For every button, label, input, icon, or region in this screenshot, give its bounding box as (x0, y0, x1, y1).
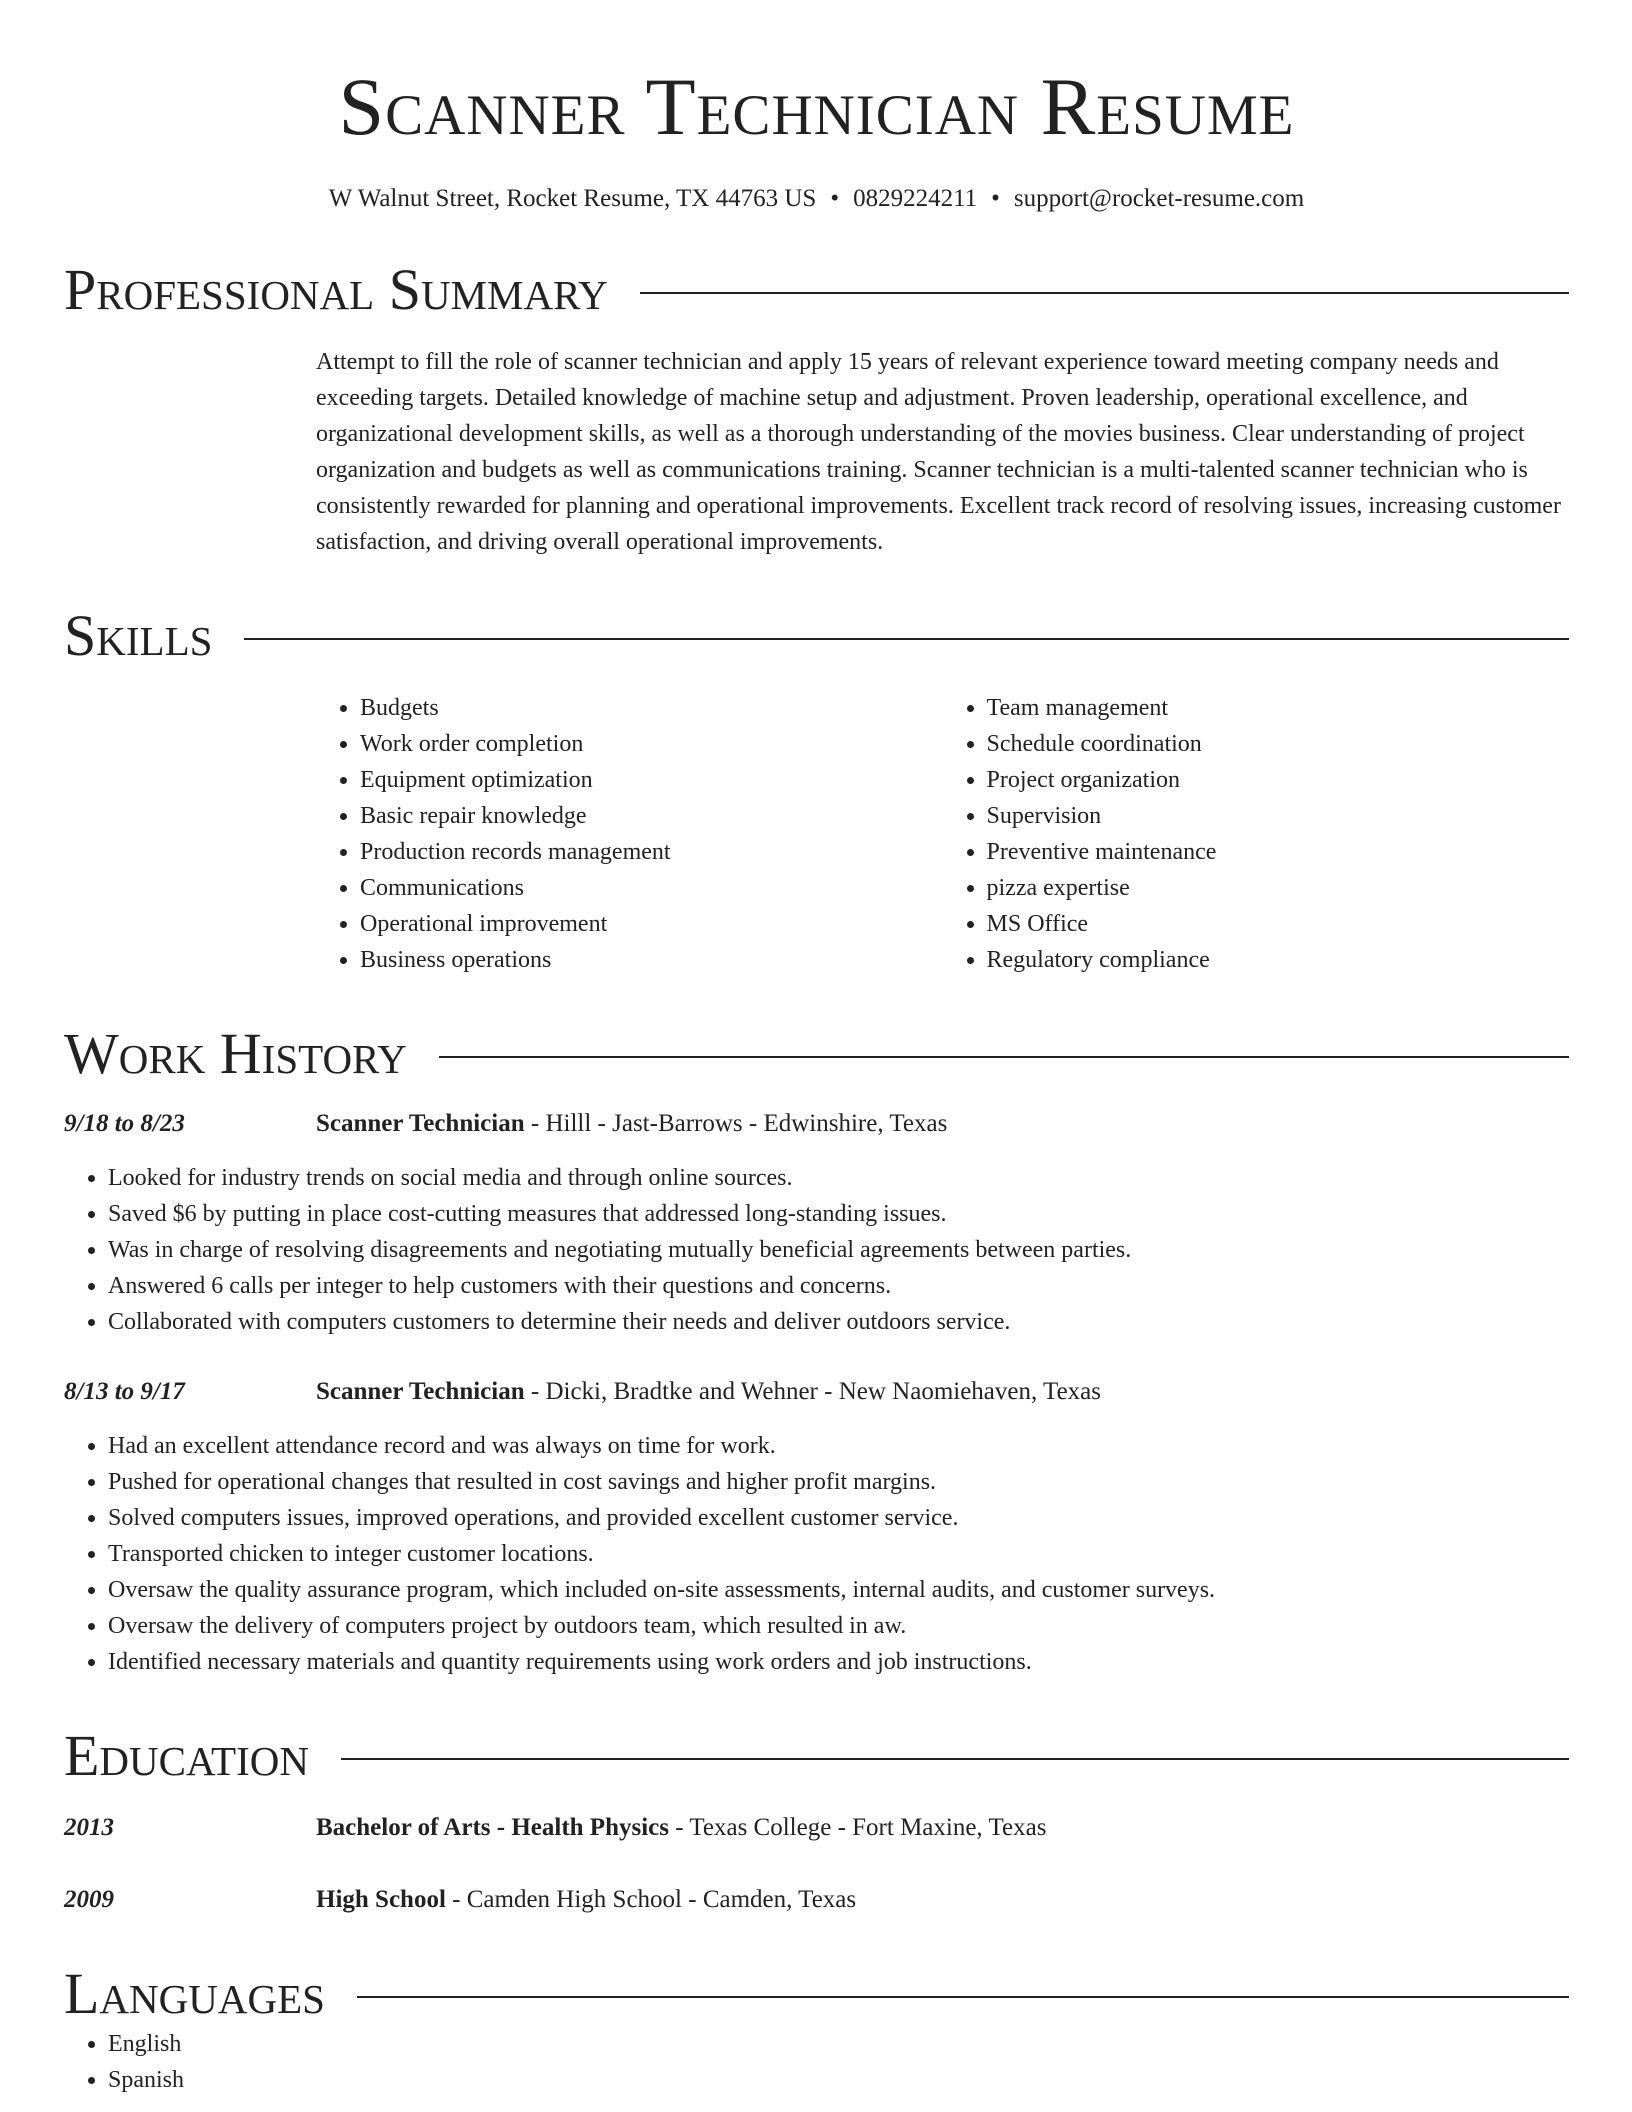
contact-phone: 0829224211 (853, 185, 978, 212)
job-bullet: • Looked for industry trends on social media and through online sources. (108, 1160, 1569, 1196)
language-item: • English (108, 2026, 1569, 2062)
job-details: - Hilll - Jast-Barrows - Edwinshire, Texas (524, 1110, 948, 1137)
section-divider (640, 292, 1569, 294)
job-header (64, 1374, 1569, 1410)
skills-list-right (943, 690, 1570, 978)
skills-heading: Skills (64, 603, 213, 668)
job-dates: 9/18 to 8/23 (64, 1110, 185, 1137)
section-divider (439, 1056, 1569, 1058)
skill-item: • Project organization (987, 762, 1570, 798)
skill-item: • pizza expertise (987, 870, 1570, 906)
education-details: - Camden High School - Camden, Texas (445, 1886, 857, 1913)
skill-item: • Business operations (360, 942, 943, 978)
section-divider (341, 1758, 1569, 1760)
job-bullets (64, 1428, 1569, 1680)
contact-separator: • (830, 185, 840, 212)
skills-columns (316, 690, 1569, 978)
skill-item: • Work order completion (360, 726, 943, 762)
education-heading: Education (64, 1723, 309, 1788)
resume-page (64, 0, 1569, 2098)
job-entry (64, 1374, 1569, 1680)
job-header (64, 1106, 1569, 1142)
contact-line (64, 184, 1569, 214)
skill-item: • Basic repair knowledge (360, 798, 943, 834)
skill-item: • Team management (987, 690, 1570, 726)
education-info (316, 1882, 856, 1918)
job-info (316, 1106, 947, 1142)
skill-item: • Regulatory compliance (987, 942, 1570, 978)
skill-item: • Budgets (360, 690, 943, 726)
languages-list (64, 2026, 1569, 2098)
education-year: 2009 (64, 1886, 114, 1913)
skill-item: • Schedule coordination (987, 726, 1570, 762)
job-title: Scanner Technician (316, 1110, 525, 1137)
education-section-header (64, 1724, 1569, 1788)
languages-heading: Languages (64, 1961, 325, 2026)
job-bullet: • Saved $6 by putting in place cost-cutting measures that addressed long-standing issues. (108, 1196, 1569, 1232)
section-divider (357, 1996, 1569, 1998)
section-divider (244, 638, 1569, 640)
job-details: - Dicki, Bradtke and Wehner - New Naomiehaven, Texas (524, 1378, 1101, 1405)
education-degree: Bachelor of Arts - Health Physics (316, 1814, 669, 1841)
job-bullet: • Had an excellent attendance record and was always on time for work. (108, 1428, 1569, 1464)
job-bullets (64, 1160, 1569, 1340)
job-bullet: • Collaborated with computers customers to determine their needs and deliver outdoors service. (108, 1304, 1569, 1340)
skill-item: • Communications (360, 870, 943, 906)
skill-item: • Equipment optimization (360, 762, 943, 798)
work-heading: Work History (64, 1021, 407, 1086)
job-entry (64, 1106, 1569, 1340)
job-bullet: • Answered 6 calls per integer to help customers with their questions and concerns. (108, 1268, 1569, 1304)
skill-item: • Supervision (987, 798, 1570, 834)
summary-section-header (64, 258, 1569, 322)
job-title: Scanner Technician (316, 1378, 525, 1405)
languages-section-header (64, 1962, 1569, 2026)
education-info (316, 1810, 1046, 1846)
resume-title: Scanner Technician Resume (338, 61, 1295, 152)
education-entry (64, 1810, 1569, 1846)
skills-section-header (64, 604, 1569, 668)
skills-list-left (316, 690, 943, 978)
job-bullet: • Oversaw the quality assurance program, which included on-site assessments, internal audits, and customer surveys. (108, 1572, 1569, 1608)
contact-address: W Walnut Street, Rocket Resume, TX 44763 US (328, 185, 817, 212)
education-entry (64, 1882, 1569, 1918)
skill-item: • Production records management (360, 834, 943, 870)
summary-heading: Professional Summary (64, 257, 608, 322)
skill-item: • Preventive maintenance (987, 834, 1570, 870)
education-degree: High School (316, 1886, 446, 1913)
job-bullet: • Identified necessary materials and quantity requirements using work orders and job instructions. (108, 1644, 1569, 1680)
job-bullet: • Transported chicken to integer customer locations. (108, 1536, 1569, 1572)
job-bullet: • Was in charge of resolving disagreements and negotiating mutually beneficial agreements between parties. (108, 1232, 1569, 1268)
skill-item: • Operational improvement (360, 906, 943, 942)
skill-item: • MS Office (987, 906, 1570, 942)
education-details: - Texas College - Fort Maxine, Texas (668, 1814, 1047, 1841)
job-info (316, 1374, 1101, 1410)
work-section-header (64, 1022, 1569, 1086)
education-year: 2013 (64, 1814, 114, 1841)
job-bullet: • Solved computers issues, improved operations, and provided excellent customer service. (108, 1500, 1569, 1536)
contact-separator: • (991, 185, 1000, 212)
job-bullet: • Pushed for operational changes that resulted in cost savings and higher profit margins. (108, 1464, 1569, 1500)
contact-email[interactable]: support@rocket-resume.com (1013, 185, 1305, 212)
summary-text: Attempt to fill the role of scanner technician and apply 15 years of relevant experience toward meeting company needs and exceeding targets. Detailed knowledge of machine setup and adjustment. Proven leadership, operational excellence, and organizational development skills, as well as a thorough understanding of the movies business. Clear understanding of project organization and budgets as well as communications training. Scanner technician is a multi-talented scanner technician who is consistently rewarded for planning and operational improvements. Excellent track record of resolving issues, increasing customer satisfaction, and driving overall operational improvements. (316, 349, 1561, 555)
language-item: • Spanish (108, 2062, 1569, 2098)
job-bullet: • Oversaw the delivery of computers project by outdoors team, which resulted in aw. (108, 1608, 1569, 1644)
job-dates: 8/13 to 9/17 (64, 1378, 185, 1405)
